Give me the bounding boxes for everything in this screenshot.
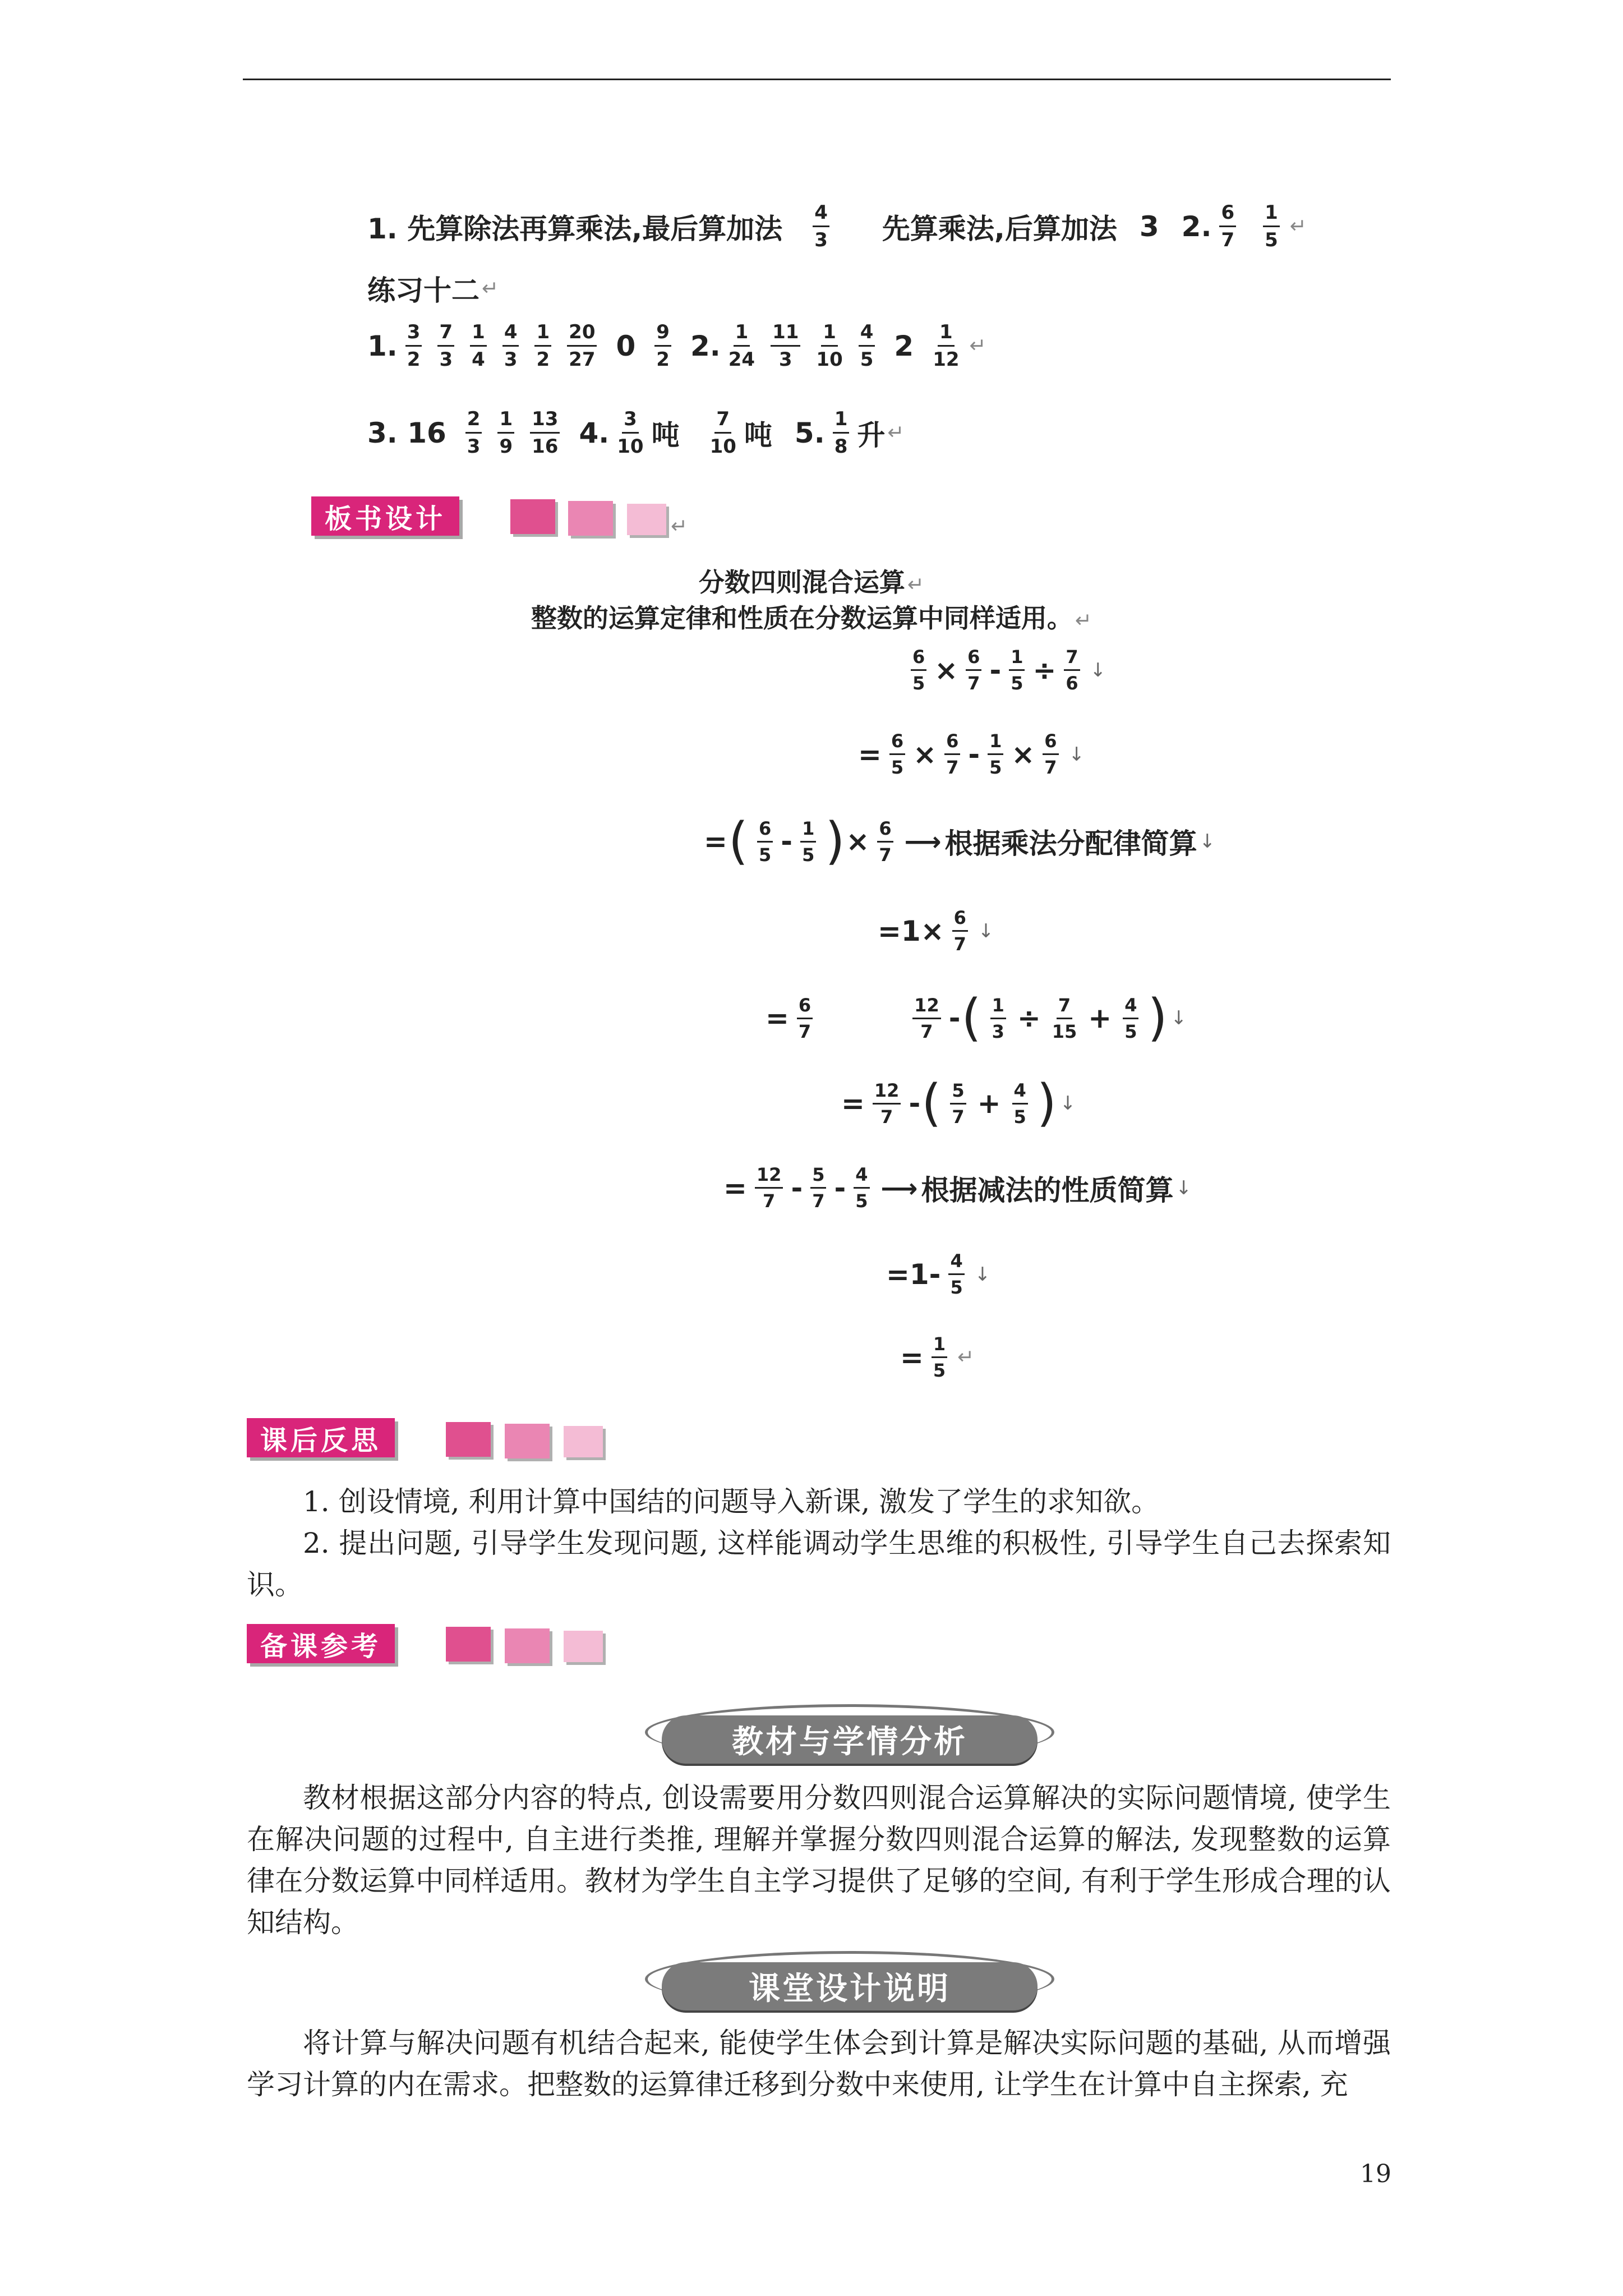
section-tab-reflection xyxy=(247,1418,395,1457)
answer-text: 先算乘法,后算加法 xyxy=(882,212,1117,245)
line-break-icon: ↓ xyxy=(978,919,994,942)
fraction: $\frac{4}{3}$ xyxy=(813,203,829,250)
fraction: $\frac{4}{5}$ xyxy=(854,1166,869,1210)
section-tab-reference xyxy=(247,1624,395,1663)
section-tab-label: 备课参考 xyxy=(260,1630,382,1662)
fraction: $\frac{1}{10}$ xyxy=(816,321,843,371)
fraction: $\frac{1}{2}$ xyxy=(534,323,551,369)
answer-text: 3 xyxy=(1139,210,1159,243)
return-mark-icon: ↵ xyxy=(482,277,499,300)
return-mark-icon: ↵ xyxy=(887,421,905,444)
fraction: $\frac{7}{6}$ xyxy=(1064,648,1080,692)
fraction: $\frac{1}{5}$ xyxy=(800,820,816,864)
board-note: 根据减法的性质简算 xyxy=(921,1174,1174,1207)
page-number: 19 xyxy=(1360,2160,1391,2188)
equation-line: =1- $\frac{4}{5}$ ↓ xyxy=(886,1250,991,1298)
fraction: $\frac{20}{27}$ xyxy=(567,323,597,369)
decor-square xyxy=(510,499,555,534)
fraction: $\frac{1}{8}$ xyxy=(833,409,850,456)
fraction: $\frac{11}{3}$ xyxy=(771,323,800,369)
fraction: $\frac{4}{5}$ xyxy=(859,323,875,369)
exercise-title-text: 练习十二 xyxy=(367,274,479,307)
fraction: $\frac{7}{10}$ xyxy=(709,408,736,458)
fraction: $\frac{12}{7}$ xyxy=(912,996,941,1041)
equation-line: = $\frac{6}{7}$ $\frac{12}{7}$ - ( $\frac{1}{3}$ ÷ $\frac{7}{15}$ + $\frac{4}{5}$ ) ↓ xyxy=(766,988,1187,1047)
answer-line-1 xyxy=(367,203,1307,250)
answer-text: 2. xyxy=(690,329,721,362)
fraction: $\frac{5}{7}$ xyxy=(950,1082,966,1126)
fraction: $\frac{1}{24}$ xyxy=(728,321,755,371)
fraction: $\frac{1}{4}$ xyxy=(470,323,487,369)
fraction: $\frac{4}{5}$ xyxy=(1012,1082,1028,1126)
arrow-right-icon: ⟶ xyxy=(904,826,942,857)
fraction: $\frac{13}{16}$ xyxy=(530,409,560,456)
fraction: $\frac{6}{7}$ xyxy=(966,648,981,692)
decor-square xyxy=(627,504,666,535)
equation-line: = $\frac{6}{5}$ × $\frac{6}{7}$ - $\frac{1}{5}$ × $\frac{6}{7}$ ↓ xyxy=(858,730,1085,778)
subsection-banner-design xyxy=(645,1947,1054,2014)
decor-square xyxy=(446,1422,491,1457)
fraction: $\frac{6}{5}$ xyxy=(889,732,905,776)
fraction: $\frac{1}{3}$ xyxy=(990,996,1006,1041)
line-break-icon: ↓ xyxy=(1199,830,1216,853)
board-title: 分数四则混合运算 ↵ xyxy=(698,567,925,597)
line-break-icon: ↓ xyxy=(1059,1092,1076,1115)
fraction: $\frac{12}{7}$ xyxy=(873,1082,901,1126)
fraction: $\frac{4}{5}$ xyxy=(948,1252,964,1296)
decor-square xyxy=(446,1627,491,1662)
line-break-icon: ↓ xyxy=(1068,743,1085,766)
design-paragraph: 将计算与解决问题有机结合起来, 能使学生体会到计算是解决实际问题的基础, 从而增强学习计算的内在需求。把整数的运算律迁移到分数中来使用, 让学生在计算中自主探索, 充 xyxy=(247,2027,1391,2101)
answer-text: 1. xyxy=(367,329,398,362)
fraction: $\frac{3}{2}$ xyxy=(405,323,422,369)
return-mark-icon: ↵ xyxy=(671,515,688,538)
fraction: $\frac{6}{7}$ xyxy=(1219,203,1236,250)
decor-square xyxy=(505,1628,550,1663)
reflection-paragraph-1: 1. 创设情境, 利用计算中国结的问题导入新课, 激发了学生的求知欲。 xyxy=(303,1485,1160,1518)
exercise-title xyxy=(367,268,499,309)
line-break-icon: ↓ xyxy=(974,1263,991,1286)
fraction: $\frac{1}{5}$ xyxy=(988,732,1003,776)
equation-line: = $\frac{1}{5}$ ↵ xyxy=(900,1333,975,1381)
fraction: $\frac{2}{3}$ xyxy=(465,409,482,456)
unit-text: 吨 xyxy=(744,418,772,452)
analysis-paragraph: 教材根据这部分内容的特点, 创设需要用分数四则混合运算解决的实际问题情境, 使学生在解决问题的过程中, 自主进行类推, 理解并掌握分数四则混合运算的解法, 发现整数的运算律在分数运算中同样适用。教材为学生自主学习提供了足够的空间, 有利于学生形成合理的认知结构。 xyxy=(247,1782,1391,1939)
board-note: 根据乘法分配律简算 xyxy=(944,827,1197,860)
fraction: $\frac{1}{9}$ xyxy=(497,409,514,456)
fraction: $\frac{1}{5}$ xyxy=(1263,203,1280,250)
equation-line: = ( $\frac{6}{5}$ - $\frac{1}{5}$ ) × $\frac{6}{7}$ ⟶ 根据乘法分配律简算 ↓ xyxy=(704,812,1216,871)
arrow-right-icon: ⟶ xyxy=(880,1172,918,1203)
return-mark-icon: ↵ xyxy=(907,573,925,596)
fraction: $\frac{3}{10}$ xyxy=(617,408,644,458)
fraction: $\frac{4}{3}$ xyxy=(502,323,519,369)
answer-text: 2. xyxy=(1181,210,1212,243)
answer-line-3 xyxy=(367,323,986,369)
answer-text: 5. xyxy=(794,416,825,449)
equation-line: =1× $\frac{6}{7}$ ↓ xyxy=(878,907,994,955)
reflection-paragraph-2: 2. 提出问题, 引导学生发现问题, 这样能调动学生思维的积极性, 引导学生自己去探索知识。 xyxy=(247,1527,1391,1601)
fraction: $\frac{6}{7}$ xyxy=(952,909,968,953)
answer-text: 4. xyxy=(579,416,610,449)
fraction: $\frac{12}{7}$ xyxy=(755,1166,783,1210)
fraction: $\frac{6}{7}$ xyxy=(1043,732,1058,776)
answer-text: 1. 先算除法再算乘法,最后算加法 xyxy=(367,212,783,245)
return-mark-icon: ↵ xyxy=(957,1346,975,1369)
decor-square xyxy=(564,1426,603,1457)
fraction: $\frac{1}{5}$ xyxy=(1009,648,1025,692)
fraction: $\frac{6}{7}$ xyxy=(797,996,813,1041)
section-tab-board-design xyxy=(311,496,459,536)
fraction: $\frac{1}{12}$ xyxy=(933,321,960,371)
fraction: $\frac{7}{3}$ xyxy=(437,323,454,369)
fraction: $\frac{4}{5}$ xyxy=(1123,996,1138,1041)
banner-label: 课堂设计说明 xyxy=(662,1962,1038,2010)
answer-text: 3. 16 xyxy=(367,416,446,449)
fraction: $\frac{6}{5}$ xyxy=(757,820,773,864)
equation-line: = $\frac{12}{7}$ - $\frac{5}{7}$ - $\frac{4}{5}$ ⟶ 根据减法的性质简算 ↓ xyxy=(723,1164,1192,1212)
section-tab-label: 板书设计 xyxy=(325,503,446,535)
equation-line: = $\frac{12}{7}$ - ( $\frac{5}{7}$ + $\frac{4}{5}$ ) ↓ xyxy=(841,1074,1076,1133)
section-tab-label: 课后反思 xyxy=(260,1424,382,1456)
decor-square xyxy=(505,1424,550,1458)
board-subtitle: 整数的运算定律和性质在分数运算中同样适用。 ↵ xyxy=(531,603,1092,633)
line-break-icon: ↓ xyxy=(1170,1007,1187,1029)
decor-square xyxy=(564,1631,603,1662)
subsection-banner-analysis xyxy=(645,1700,1054,1767)
banner-label: 教材与学情分析 xyxy=(662,1715,1038,1764)
fraction: $\frac{6}{5}$ xyxy=(911,648,926,692)
unit-text: 吨 xyxy=(651,418,680,452)
fraction: $\frac{6}{7}$ xyxy=(877,820,893,864)
fraction: $\frac{5}{7}$ xyxy=(810,1166,826,1210)
line-break-icon: ↓ xyxy=(1175,1176,1192,1199)
return-mark-icon: ↵ xyxy=(1289,215,1307,238)
equation-line: $\frac{6}{5}$ × $\frac{6}{7}$ - $\frac{1}{5}$ ÷ $\frac{7}{6}$ ↓ xyxy=(903,648,1106,692)
unit-text: 升 xyxy=(857,418,886,452)
header-rule xyxy=(243,79,1391,80)
answer-text: 2 xyxy=(894,329,914,362)
line-break-icon: ↓ xyxy=(1090,659,1106,682)
return-mark-icon: ↵ xyxy=(1075,609,1092,632)
return-mark-icon: ↵ xyxy=(969,334,986,357)
fraction: $\frac{1}{5}$ xyxy=(932,1335,947,1379)
answer-text: 0 xyxy=(616,329,636,362)
fraction: $\frac{6}{7}$ xyxy=(944,732,960,776)
answer-line-4 xyxy=(367,409,905,456)
decor-square xyxy=(568,501,613,536)
fraction: $\frac{7}{15}$ xyxy=(1052,994,1077,1042)
fraction: $\frac{9}{2}$ xyxy=(654,323,671,369)
